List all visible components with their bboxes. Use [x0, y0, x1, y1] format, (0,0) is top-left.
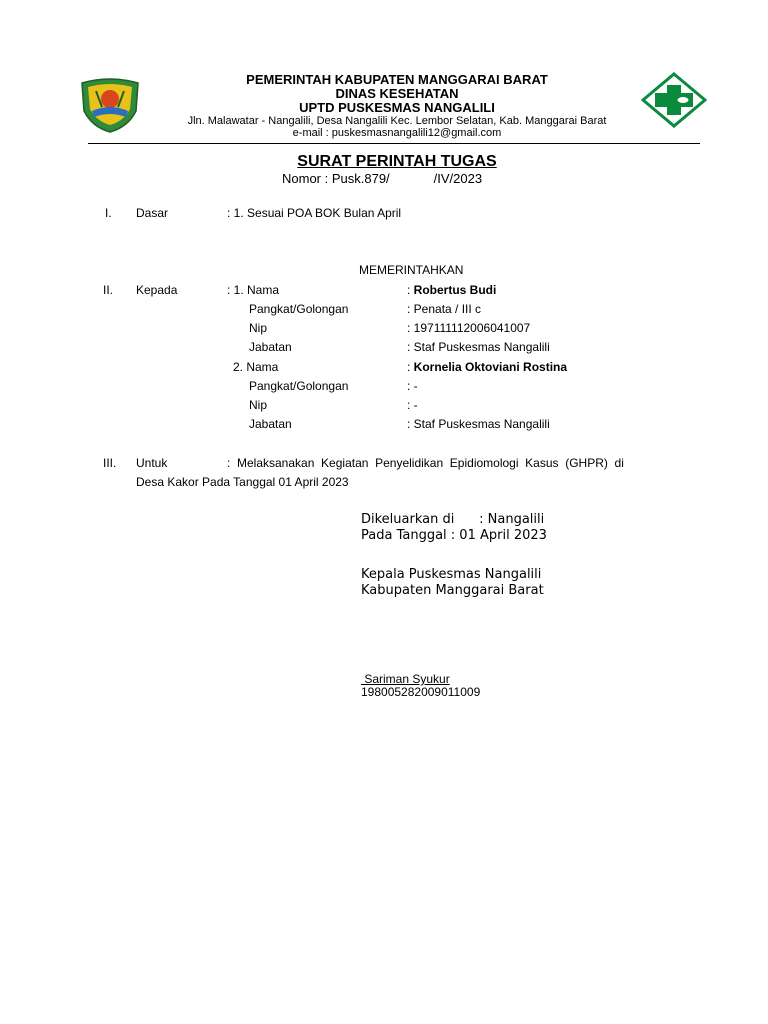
header-address: Jln. Malawatar - Nangalili, Desa Nangalili Kec. Lembor Selatan, Kab. Manggarai Barat [187, 115, 607, 127]
signature-role-2: Kabupaten Manggarai Barat [361, 583, 544, 598]
signature-role-1: Kepala Puskesmas Nangalili [361, 567, 542, 582]
section1-label: Dasar [136, 206, 169, 220]
person2-pangkat-value: : - [407, 379, 418, 393]
person2-nip-label: Nip [249, 398, 268, 412]
person2-name: : Kornelia Oktoviani Rostina [407, 360, 568, 374]
section3-number: III. [103, 456, 117, 470]
memerintahkan-heading: MEMERINTAHKAN [359, 263, 464, 277]
header-line-1: PEMERINTAH KABUPATEN MANGGARAI BARAT [246, 72, 548, 87]
section3-line1: : Melaksanakan Kegiatan Penyelidikan Epidiomologi Kasus (GHPR) di [227, 456, 624, 470]
regency-emblem-icon [78, 77, 142, 138]
section1-number: I. [105, 206, 112, 220]
section2-number: II. [103, 283, 114, 297]
signature-name: Sariman Syukur [361, 672, 450, 686]
person1-nip-value: : 197111112006041007 [407, 321, 531, 335]
person1-pangkat-value: : Penata / III c [407, 302, 482, 316]
document-number-suffix: /IV/2023 [433, 171, 483, 186]
person1-jabatan-value: : Staf Puskesmas Nangalili [407, 340, 550, 354]
section3-line2: Desa Kakor Pada Tanggal 01 April 2023 [136, 475, 349, 489]
person1-nip-label: Nip [249, 321, 268, 335]
person1-pangkat-label: Pangkat/Golongan [249, 302, 349, 316]
person1-jabatan-label: Jabatan [249, 340, 292, 354]
person2-index: 2. Nama [233, 360, 279, 374]
document-number [282, 171, 482, 186]
header-email: e-mail : puskesmasnangalili12@gmail.com [292, 127, 502, 139]
person1-name-value: Robertus Budi [413, 283, 497, 297]
section2-label: Kepada [136, 283, 178, 297]
header-line-2: DINAS KESEHATAN [335, 86, 459, 101]
signature-nip: 198005282009011009 [361, 685, 481, 699]
person1-index: : 1. Nama [227, 283, 280, 297]
signature-date: Pada Tanggal : 01 April 2023 [361, 528, 547, 543]
person2-jabatan-label: Jabatan [249, 417, 292, 431]
section1-value: : 1. Sesuai POA BOK Bulan April [227, 206, 402, 220]
person2-nip-value: : - [407, 398, 418, 412]
section3-label: Untuk [136, 456, 168, 470]
puskesmas-cross-icon [641, 72, 707, 133]
signature-issued-at: Dikeluarkan di : Nangalili [361, 512, 545, 527]
person1-name: : Robertus Budi [407, 283, 497, 297]
document-number-prefix: Nomor : Pusk.879/ [282, 171, 390, 186]
person2-jabatan-value: : Staf Puskesmas Nangalili [407, 417, 550, 431]
person2-pangkat-label: Pangkat/Golongan [249, 379, 349, 393]
header-line-3: UPTD PUSKESMAS NANGALILI [299, 100, 495, 115]
document-title: SURAT PERINTAH TUGAS [297, 153, 497, 170]
person2-name-value: Kornelia Oktoviani Rostina [413, 360, 568, 374]
header-divider [88, 143, 700, 144]
